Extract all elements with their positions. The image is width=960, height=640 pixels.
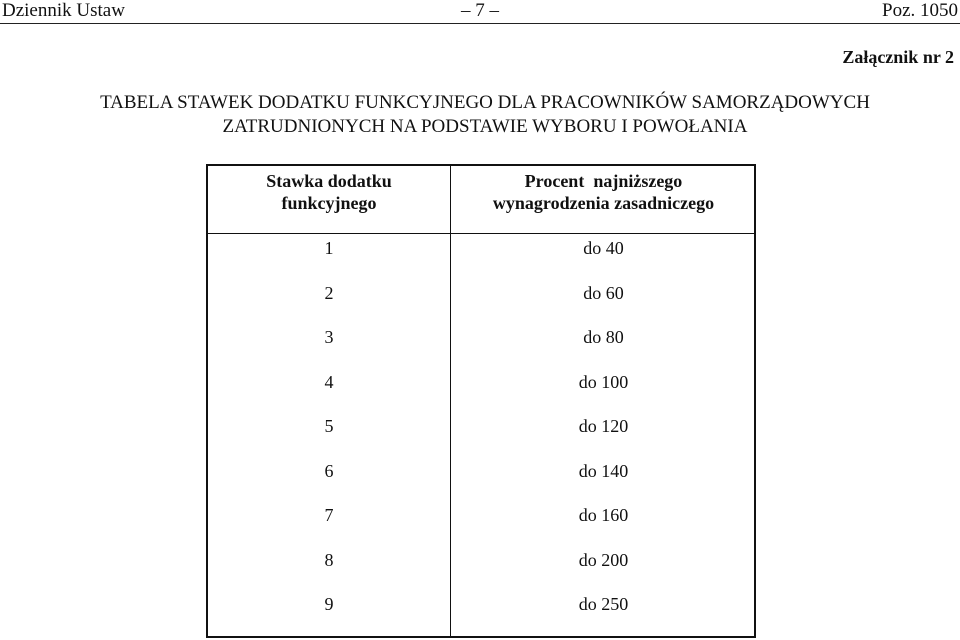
rate-cell: 8: [324, 550, 334, 570]
header-divider: [208, 233, 754, 234]
header-percent: [451, 170, 756, 214]
rates-table: [206, 164, 756, 638]
header-percent-line-1: Procent najniższego: [524, 171, 683, 191]
page-number-text: – 7 –: [461, 0, 499, 21]
percent-cell: do 140: [578, 461, 629, 481]
journal-name: Dziennik Ustaw: [2, 0, 125, 21]
rate-cell: 2: [324, 283, 334, 303]
percent-cell: do 100: [578, 372, 629, 392]
percent-cell: do 200: [578, 550, 629, 570]
header-rate-line-2: funkcyjnego: [281, 193, 377, 213]
document-title: [60, 91, 910, 139]
percent-cell: do 160: [578, 505, 629, 525]
annex-label: Załącznik nr 2: [842, 47, 954, 67]
percent-cell: do 40: [583, 238, 624, 258]
rate-cell: 4: [324, 372, 334, 392]
page-number: [0, 0, 960, 22]
title-line-1: TABELA STAWEK DODATKU FUNKCYJNEGO DLA PRACOWNIKÓW SAMORZĄDOWYCH: [100, 92, 870, 113]
title-line-2: ZATRUDNIONYCH NA PODSTAWIE WYBORU I POWOŁANIA: [222, 116, 748, 137]
position-number: Poz. 1050: [882, 0, 958, 21]
header-rule: [0, 23, 960, 24]
rate-cell: 1: [324, 238, 334, 258]
header-rate: [208, 170, 450, 214]
rate-cell: 3: [324, 327, 334, 347]
header-rate-line-1: Stawka dodatku: [266, 171, 392, 191]
percent-cell: do 250: [578, 594, 629, 614]
rate-cell: 5: [324, 416, 334, 436]
rate-cell: 6: [324, 461, 334, 481]
percent-cell: do 80: [583, 327, 624, 347]
rate-cell: 9: [324, 594, 334, 614]
percent-cell: do 120: [578, 416, 629, 436]
rate-cell: 7: [324, 505, 334, 525]
header-percent-line-2: wynagrodzenia zasadniczego: [492, 193, 715, 213]
percent-cell: do 60: [583, 283, 624, 303]
